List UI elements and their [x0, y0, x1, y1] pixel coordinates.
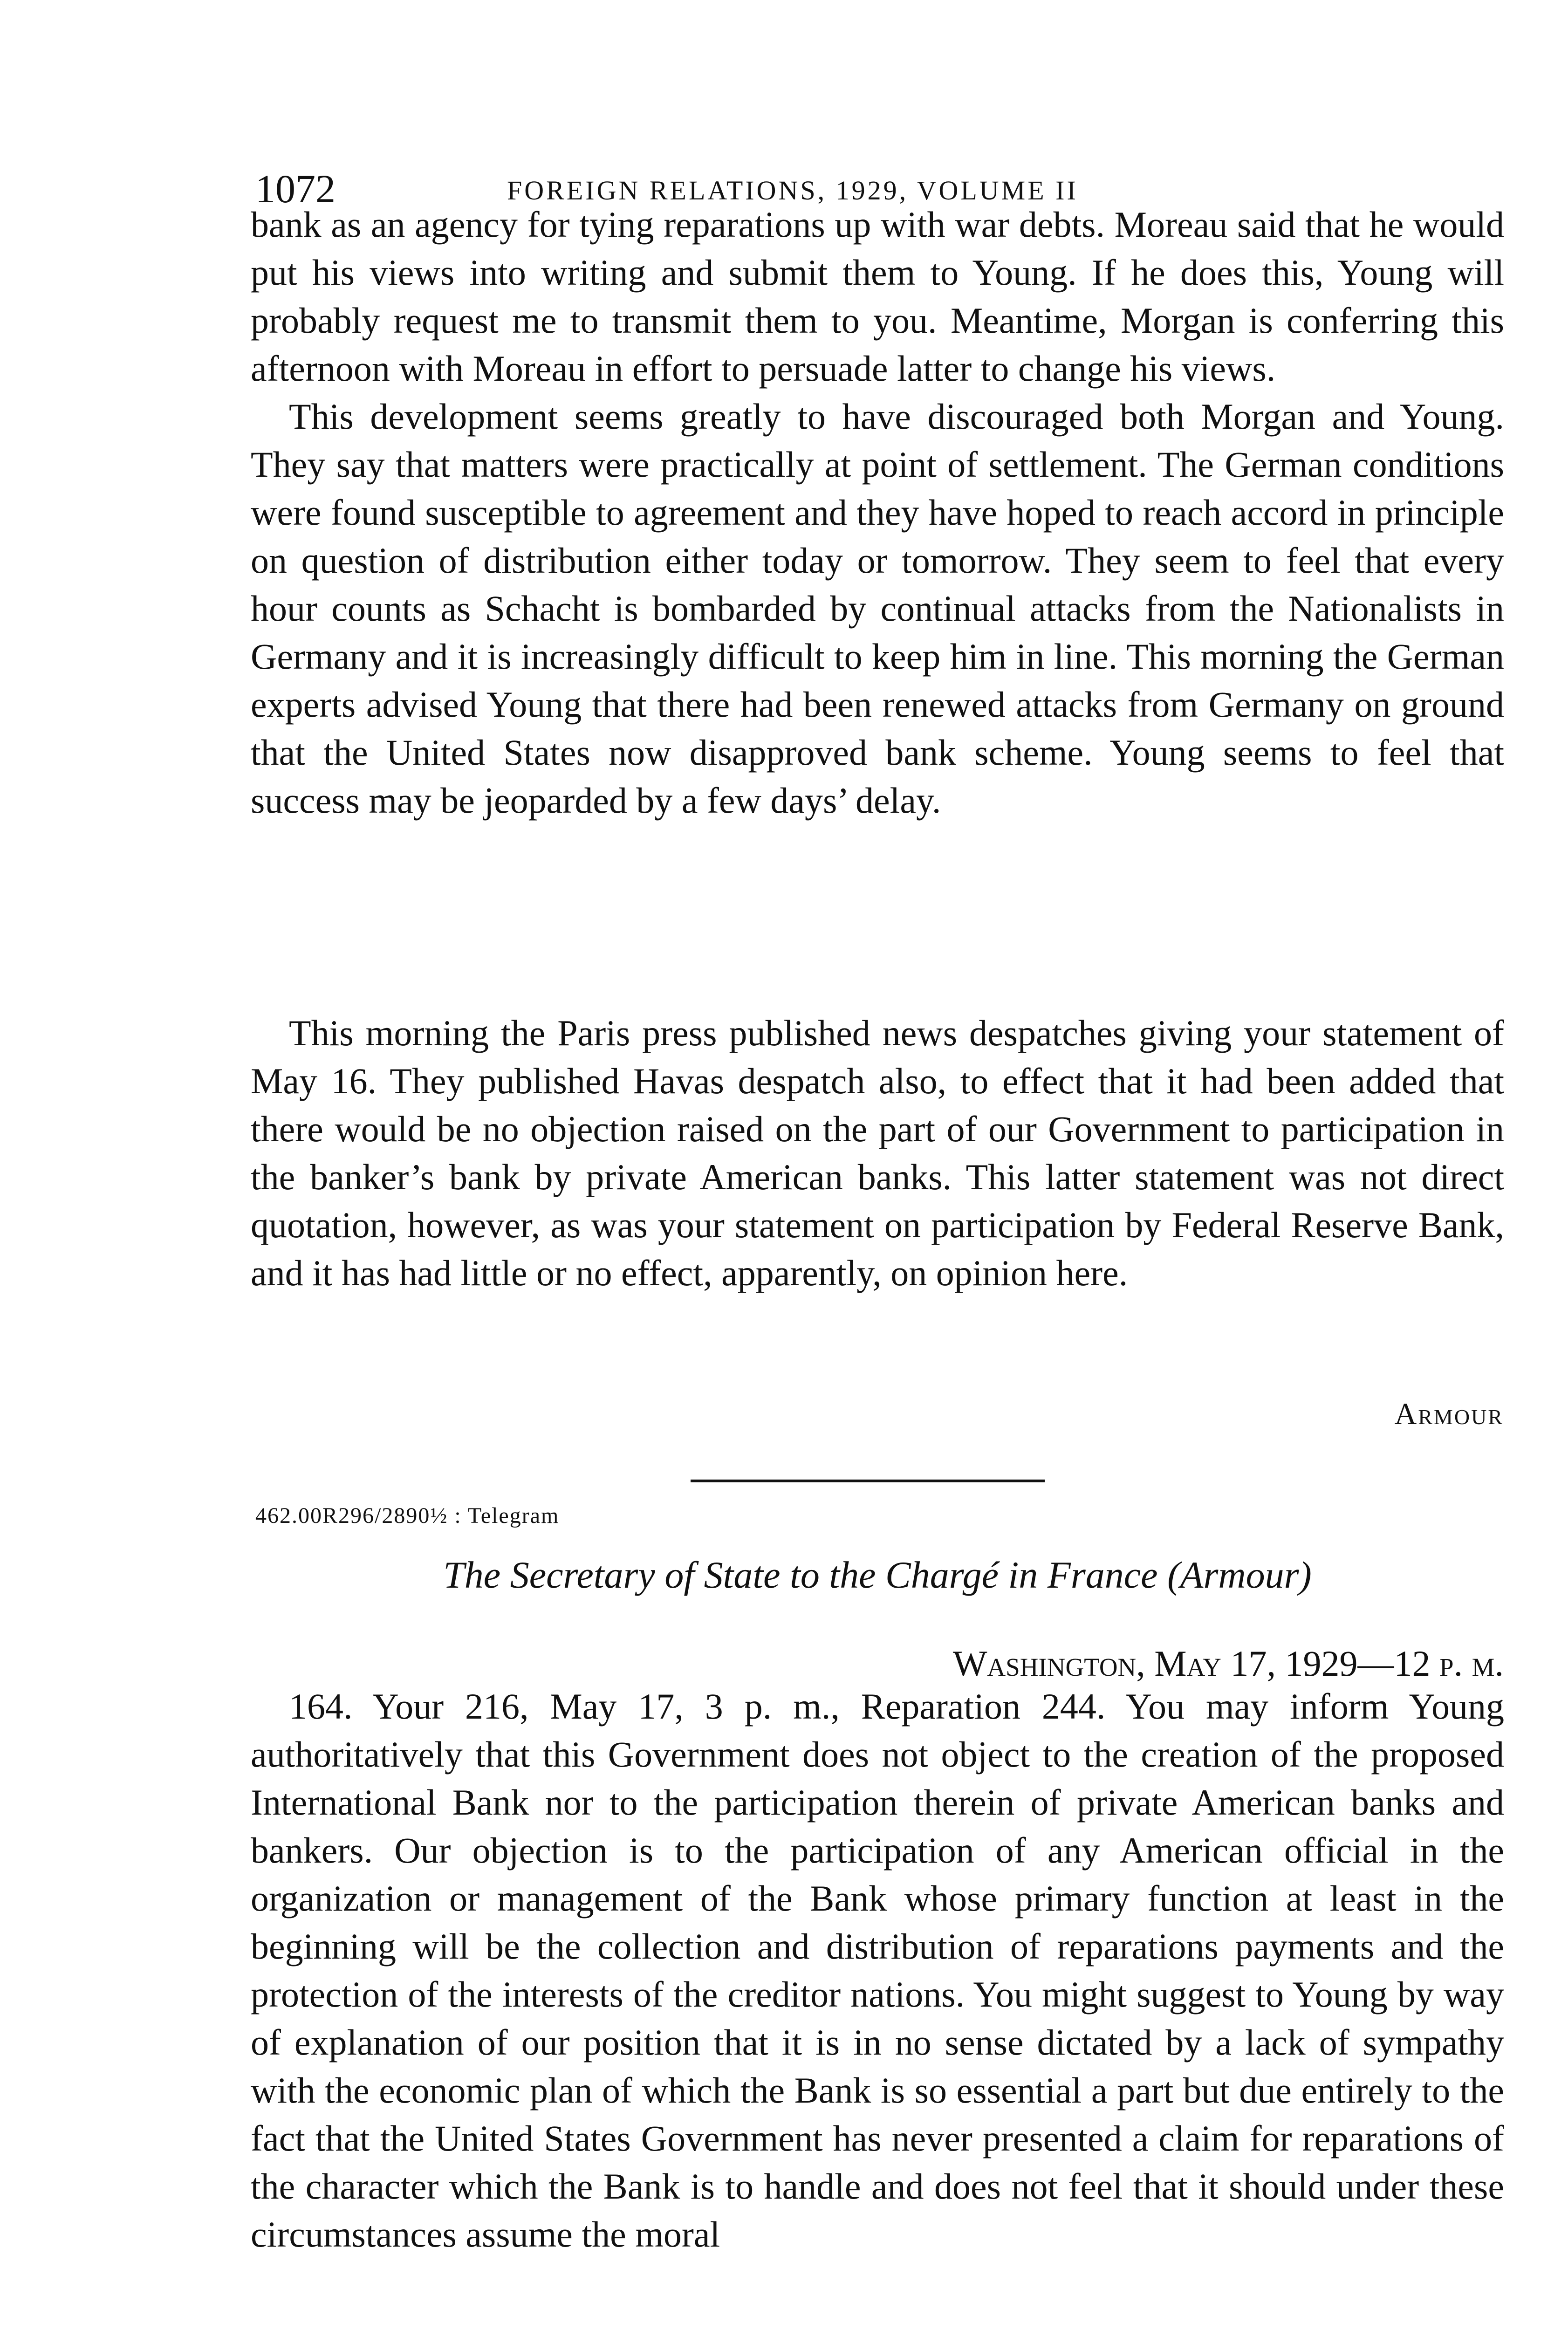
closing-text — [251, 1009, 1504, 1297]
telegram-text — [251, 1682, 1504, 2258]
signature: Armour — [1394, 1397, 1504, 1431]
page-number: 1072 — [255, 166, 336, 211]
section-divider — [691, 1480, 1045, 1482]
paragraph: This development seems greatly to have discouraged both Morgan and Young. They say that matters were practically at point of settlement. The German conditions were found susceptible to agreement and they have hoped to reach accord in principle on question of distribution either today or tomorrow. They seem to feel that every hour counts as Schacht is bombarded by continual attacks from the Nationalists in Germany and it is increasingly difficult to keep him in line. This morning the German experts advised Young that there had been renewed attacks from Germany on ground that the United States now disapproved bank scheme. Young seems to feel that success may be jeoparded by a few days’ delay. — [251, 396, 1504, 821]
paragraph: 164. Your 216, May 17, 3 p. m., Reparation 244. You may inform Young authoritatively that this Government does not object to the creation of the proposed International Bank nor to the participation therein of private American banks and bankers. Our objection is to the participation of any American official in the organization or management of the Bank whose primary function at least in the beginning will be the collection and distribution of reparations payments and the protection of the interests of the creditor nations. You might suggest to Young by way of explanation of our position that it is in no sense dictated by a lack of sympathy with the economic plan of which the Bank is so essential a part but due entirely to the fact that the United States Government has never presented a claim for reparations of the character which the Bank is to handle and does not feel that it should under these circumstances assume the moral — [251, 1686, 1504, 2255]
continued-text — [251, 200, 1504, 824]
dateline: Washington, May 17, 1929—12 p. m. — [952, 1643, 1504, 1684]
running-title: FOREIGN RELATIONS, 1929, VOLUME II — [507, 175, 1078, 206]
paragraph-continued: bank as an agency for tying reparations up with war debts. Moreau said that he would put his views into writing and submit them to Young. If he does this, Young will probably request me to transmit them to you. Meantime, Morgan is conferring this afternoon with Moreau in effort to persuade latter to change his views. — [251, 204, 1504, 389]
document-id: 462.00R296/2890½ : Telegram — [255, 1503, 560, 1528]
document-heading: The Secretary of State to the Chargé in France (Armour) — [443, 1554, 1312, 1596]
paragraph: This morning the Paris press published news despatches giving your statement of May 16. They published Havas despatch also, to effect that it had been added that there would be no objection raised on the part of our Government to participation in the banker’s bank by private American banks. This latter statement was not direct quotation, however, as was your statement on participation by Federal Reserve Bank, and it has had little or no effect, apparently, on opinion here. — [251, 1013, 1504, 1293]
